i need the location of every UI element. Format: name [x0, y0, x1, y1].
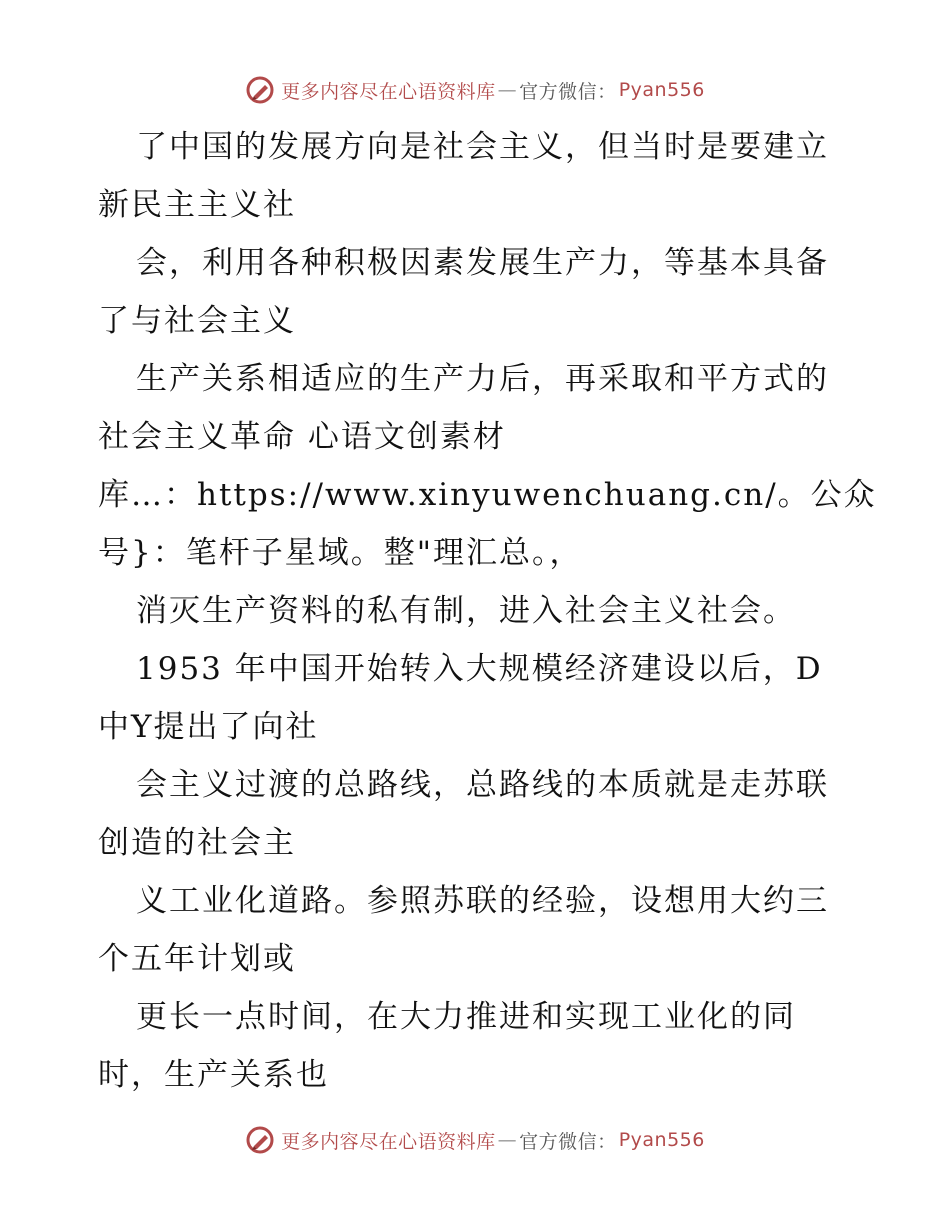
text-line: 时，生产关系也: [98, 1057, 329, 1093]
text-line: 新民主主义社: [98, 187, 296, 223]
text-line: 号}：笔杆子星域。整"理汇总。，: [98, 535, 583, 571]
header-watermark: [0, 70, 950, 110]
text-line: 中Y提出了向社: [98, 709, 319, 745]
text-line: 1953 年中国开始转入大规模经济建设以后，D: [136, 651, 823, 687]
text-line: 库…：https://www.xinyuwenchuang.cn/。公众: [98, 477, 877, 513]
text-line: 社会主义革命 心语文创素材: [98, 419, 506, 455]
text-line: 消灭生产资料的私有制，进入社会主义社会。: [136, 593, 796, 629]
footer-watermark: [0, 1120, 950, 1160]
text-line: 了中国的发展方向是社会主义，但当时是要建立: [136, 129, 829, 165]
footer-dash: —: [497, 1129, 518, 1151]
footer-official-label: 官方微信：: [519, 1130, 617, 1153]
text-line: 更长一点时间，在大力推进和实现工业化的同: [136, 999, 796, 1035]
text-line: 义工业化道路。参照苏联的经验，设想用大约三: [136, 883, 829, 919]
header-wechat-id: Pyan556: [618, 79, 705, 101]
header-official-label: 官方微信：: [519, 80, 617, 103]
text-line: 个五年计划或: [98, 941, 296, 977]
pen-logo-icon: [245, 75, 275, 105]
text-line: 会，利用各种积极因素发展生产力，等基本具备: [136, 245, 829, 281]
text-line: 了与社会主义: [98, 303, 296, 339]
text-line: 生产关系相适应的生产力后，再采取和平方式的: [136, 361, 829, 397]
footer-slogan: 更多内容尽在心语资料库: [281, 1130, 496, 1153]
document-body: [98, 118, 877, 1104]
footer-wechat-id: Pyan556: [618, 1129, 705, 1151]
header-dash: —: [497, 79, 518, 101]
text-line: 创造的社会主: [98, 825, 296, 861]
pen-logo-icon: [245, 1125, 275, 1155]
text-line: 会主义过渡的总路线，总路线的本质就是走苏联: [136, 767, 829, 803]
header-slogan: 更多内容尽在心语资料库: [281, 80, 496, 103]
